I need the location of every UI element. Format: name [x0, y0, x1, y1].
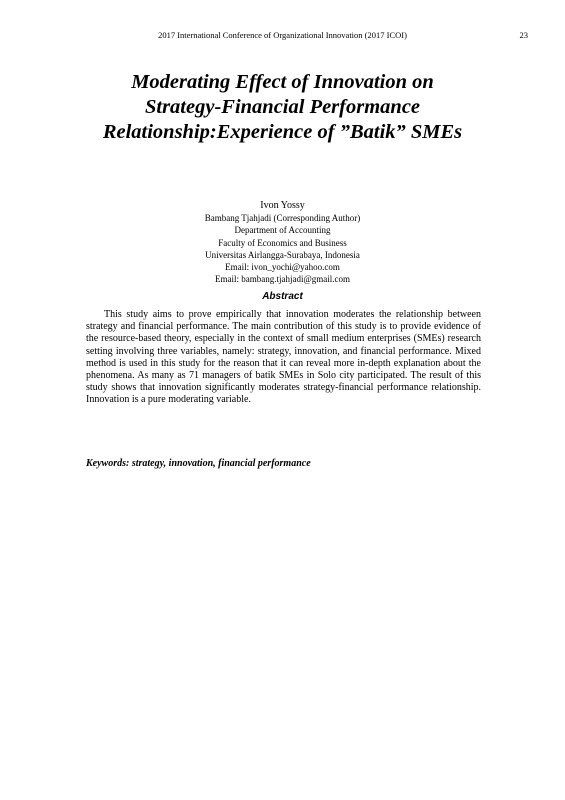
author-email-2: Email: bambang.tjahjadi@gmail.com: [214, 274, 350, 285]
author-department: Department of Accounting: [234, 225, 331, 236]
abstract-text: This study aims to prove empirically that innovation moderates the relationship between strategy and financial performance. The main contribution of this study is to provide evidence of the resource-based theory, especially in the context of small medium enterprises (SMEs) research setting involving three variables, namely: strategy, innovation, and financial performance. Mixed method is used in this study for the reason that it can reveal more in-depth explanation about the phenomena. As many as 71 managers of batik SMEs in Solo city participated. The result of this study shows that innovation significantly moderates strategy-financial performance relationship. Innovation is a pure moderating variable.: [86, 309, 481, 406]
author-university: Universitas Airlangga-Surabaya, Indonesia: [205, 249, 360, 260]
abstract-heading: Abstract: [262, 291, 303, 302]
author-name-1: Ivon Yossy: [260, 200, 305, 211]
paper-title: Moderating Effect of Innovation on Strategy-Financial Performance Relationship:Experience of ”Batik” SMEs: [102, 71, 463, 143]
author-name-2: Bambang Tjahjadi (Corresponding Author): [204, 213, 361, 223]
conference-name: 2017 International Conference of Organizational Innovation (2017 ICOI): [158, 30, 407, 40]
author-block: [0, 199, 565, 286]
keywords-line: Keywords: strategy, innovation, financial performance: [86, 458, 311, 469]
author-email-1: Email: ivon_yochi@yahoo.com: [225, 262, 340, 273]
author-faculty: Faculty of Economics and Business: [218, 237, 347, 248]
page-number: 23: [519, 30, 528, 40]
